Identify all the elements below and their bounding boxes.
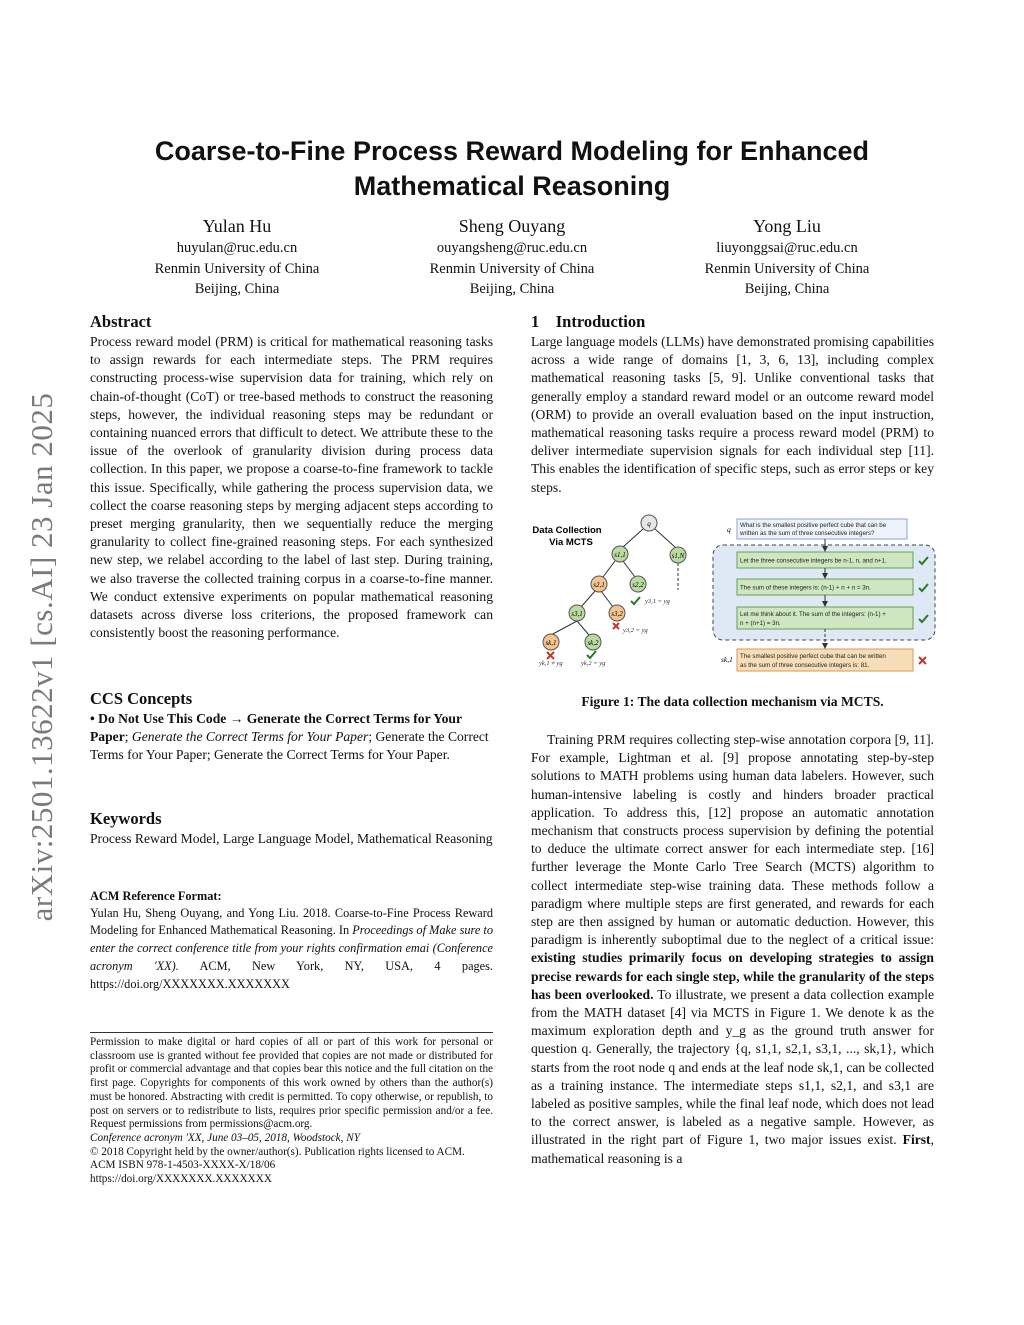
figure-caption: Figure 1: The data collection mechanism via MCTS. [581, 694, 884, 709]
node-s1N: s1,N [671, 552, 685, 560]
isbn-line: ACM ISBN 978-1-4503-XXXX-X/18/06 [90, 1159, 276, 1172]
abstract-section [90, 311, 493, 642]
step-3-text-1: Let me think about it. The sum of the integers: (n-1) + [740, 611, 886, 618]
author-email: liuyonggsai@ruc.edu.cn [716, 240, 858, 256]
author-location: Beijing, China [194, 281, 280, 297]
intro-heading: 1 Introduction [531, 312, 646, 331]
author-affiliation: Renmin University of China [154, 260, 320, 277]
keywords-heading: Keywords [90, 809, 162, 828]
label-y31: y3,1 = yg [645, 598, 670, 605]
conference-line: Conference acronym 'XX, June 03–05, 2018, Woodstock, NY [90, 1131, 360, 1144]
node-sk1: sk,1 [545, 639, 557, 647]
author-block-3 [657, 214, 917, 300]
doi-line: https://doi.org/XXXXXXX.XXXXXXX [90, 1173, 272, 1186]
node-s22: s2,2 [632, 581, 644, 589]
author-block-1 [107, 214, 367, 300]
paper-title: Coarse-to-Fine Process Reward Modeling for Enhanced Mathematical Reasoning [154, 136, 870, 201]
ccs-concept-rest: ; Generate the Correct Terms for Your Paper; Generate the Correct Terms for Your Paper. [90, 729, 489, 763]
cross-icon [919, 657, 926, 664]
step-k-text-1: The smallest positive perfect cube that can be written [740, 653, 886, 660]
step-k-text-2: as the sum of three consecutive integers is: 81. [740, 662, 870, 669]
reference-heading: ACM Reference Format: [90, 889, 222, 903]
step-3-text-2: n + (n+1) = 3n. [740, 620, 781, 627]
author-name: Yong Liu [753, 216, 821, 236]
label-yk2: yk,2 = yg [581, 660, 606, 667]
ccs-section [90, 688, 493, 765]
right-label-q: q [727, 525, 731, 534]
permission-text: Permission to make digital or hard copies of all or part of this work for personal or classroom use is granted without fee provided that copies are not made or distributed for profit or commercial advantage and that copies bear this notice and the full citation on the first page. Copyrights for components of this work owned by others than the author(s) must be honored. Abstracting with credit is permitted. To copy otherwise, or republish, to post on servers or to redistribute to lists, requires prior specific permission and/or a fee. Request permissions from permissions@acm.org. [90, 1036, 493, 1131]
step-2-text: The sum of these integers is: (n-1) + n + n = 3n. [740, 584, 871, 592]
keywords-section [90, 808, 493, 848]
author-location: Beijing, China [469, 281, 555, 297]
right-label-sk1: sk,1 [721, 655, 733, 664]
label-y32: y3,2 = yg [623, 627, 648, 634]
author-block-2 [382, 214, 642, 300]
fig-label-via-mcts: Via MCTS [549, 537, 593, 548]
author-location: Beijing, China [744, 281, 830, 297]
footnote-divider [90, 1032, 493, 1033]
reference-text: Yulan Hu, Sheng Ouyang, and Yong Liu. 2018. Coarse-to-Fine Process Reward Modeling for Enhanced Mathematical Reasoning. In Proceedings of Make sure to enter the correct conference title from your rights confirmation emai (Conference acronym 'XX). ACM, New York, NY, USA, 4 pages. https://doi.org/XXXXXXX.XXXXXXX [90, 905, 493, 991]
author-affiliation: Renmin University of China [704, 260, 870, 277]
author-affiliation: Renmin University of China [429, 260, 595, 277]
question-line-2: written as the sum of three consecutive integers? [740, 530, 875, 537]
node-s31: s3,1 [571, 610, 583, 618]
copyright-line: © 2018 Copyright held by the owner/author(s). Publication rights licensed to ACM. [90, 1145, 465, 1158]
label-yk1: yk,1 ≠ yg [539, 660, 563, 667]
abstract-text: Process reward model (PRM) is critical for mathematical reasoning tasks to assign rewards for each intermediate steps. The PRM requires constructing process-wise supervision data for training, which rely on chain-of-thought (CoT) or tree-based methods to construct the reasoning steps, however, the individual reasoning steps may be redundant or containing nuanced errors that difficult to detect. We attribute these to the issue of the overlook of granularity division during process data collection. In this paper, we propose a coarse-to-fine framework to tackle this issue. Specifically, while gathering the process supervision data, we collect the coarse reasoning steps by merging adjacent steps according to preset merging granularity, then we sequentially reduce the merging granularity to collect fine-grained reasoning steps. For each synthesized new step, we relabel according to the label of last step. During training, we also traverse the collected training corpus in a coarse-to-fine manner. We conduct extensive experiments on popular mathematical reasoning datasets across diverse loss criterions, the proposed framework can consistently boost the reasoning performance. [90, 334, 493, 641]
reference-format [90, 888, 493, 993]
node-s21: s2,1 [593, 581, 605, 589]
node-q: q [647, 520, 651, 528]
author-email: huyulan@ruc.edu.cn [176, 240, 298, 256]
node-s32: s3,2 [611, 610, 623, 618]
arxiv-watermark: arXiv:2501.13622v1 [cs.AI] 23 Jan 2025 [24, 392, 59, 922]
author-name: Sheng Ouyang [458, 216, 566, 236]
author-email: ouyangsheng@ruc.edu.cn [436, 240, 588, 256]
keywords-text: Process Reward Model, Large Language Model, Mathematical Reasoning [90, 831, 493, 846]
ccs-text: • Do Not Use This Code → Generate the Correct Terms for Your Paper; Generate the Correct Terms for Your Paper; Generate the Correct Terms for Your Paper; Generate the Correct Terms for Your Paper. [90, 711, 489, 763]
question-line-1: What is the smallest positive perfect cube that can be [740, 522, 887, 529]
intro-paragraph-1: Large language models (LLMs) have demonstrated promising capabilities across a wide range of domains [1, 3, 6, 13], including complex mathematical reasoning tasks [5, 9]. Unlike conventional tasks that generally employ a standard reward model or an outcome reward model (ORM) to provide an overall evaluation based on the input instruction, mathematical reasoning tasks require a process reward model (PRM) to deliver intermediate supervision signals for each individual step [11]. This enables the identification of specific steps, such as error steps or key steps. [531, 334, 934, 495]
footnote [90, 1036, 493, 1187]
author-name: Yulan Hu [202, 216, 272, 236]
figure-1 [531, 515, 941, 695]
node-sk2: sk,2 [587, 639, 599, 647]
introduction-section [531, 311, 934, 497]
intro-paragraph-2: Training PRM requires collecting step-wise annotation corpora [9, 11]. For example, Lightman et al. [9] propose annotating step-by-step solutions to MATH problems using human data labelers. However, such human-intensive labeling is costly and hinders broader practical application. To address this, [12] propose an automatic annotation mechanism that constructs process supervision by defining the potential to deduce the ultimate correct answer for each intermediate step. [16] further leverage the Monte Carlo Tree Search (MCTS) algorithm to collect intermediate step-wise training data. These methods follow a paradigm where multiple steps are first generated, and rewards for each step are then assigned by human or automatic deduction. However, this paradigm is inherently suboptimal due to the neglect of a critical issue: existing studies primarily focus on developing strategies to assign precise rewards for each single step, while the granularity of the steps has been overlooked. To illustrate, we present a data collection example from the MATH dataset [4] via MCTS in Figure 1. We denote k as the maximum exploration depth and y_g as the ground truth answer for question q. Generally, the trajectory {q, s1,1, s2,1, s3,1, ..., sk,1}, which starts from the root node q and ends at the leaf node sk,1, can be collected as a training instance. The intermediate steps s1,1, s2,1, and s3,1 are labeled as positive samples, while the final leaf node, which does not lead to the correct answer, is labeled as a negative sample. However, as illustrated in the right part of Figure 1, two major issues exist. First, mathematical reasoning is a [531, 732, 935, 1166]
step-1-text: Let the three consecutive integers be n-1, n, and n+1. [740, 557, 887, 565]
fig-label-data-collection: Data Collection [532, 525, 602, 536]
ccs-concept-bold: • Do Not Use This Code → Generate the Correct Terms for Your Paper [90, 711, 462, 745]
ccs-heading: CCS Concepts [90, 689, 193, 708]
abstract-heading: Abstract [90, 312, 152, 331]
node-s11: s1,1 [614, 551, 626, 559]
ccs-concept-italic: Generate the Correct Terms for Your Paper [131, 729, 369, 745]
